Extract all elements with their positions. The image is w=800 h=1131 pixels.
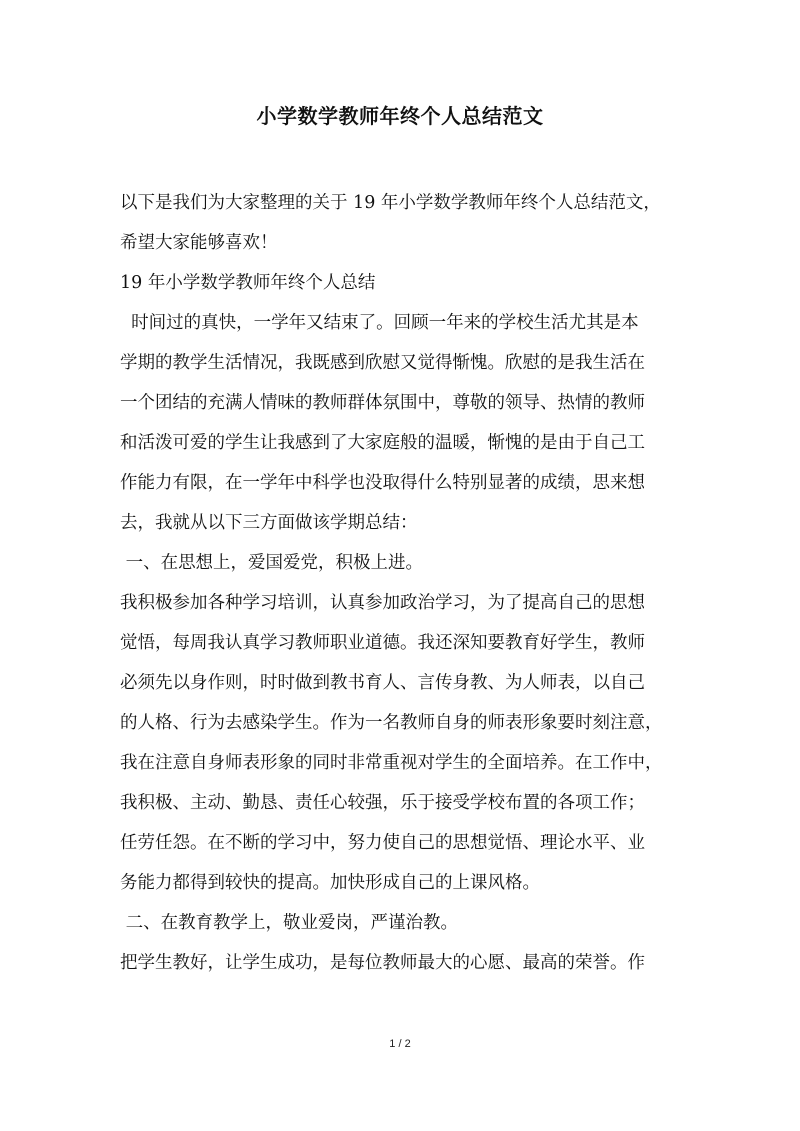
body-line: 我积极、主动、勤恳、责任心较强，乐于接受学校布置的各项工作； bbox=[120, 793, 645, 813]
body-line: 希望大家能够喜欢！ bbox=[120, 233, 278, 253]
document-title: 小学数学教师年终个人总结范文 bbox=[256, 104, 544, 128]
body-line: 觉悟，每周我认真学习教师职业道德。我还深知要教育好学生，教师 bbox=[120, 633, 645, 653]
document-body bbox=[120, 183, 680, 983]
section-heading: 二、在教育教学上，敬业爱岗，严谨治教。 bbox=[120, 913, 459, 933]
body-line: 我在注意自身师表形象的同时非常重视对学生的全面培养。在工作中， bbox=[120, 753, 663, 773]
section-heading: 19 年小学数学教师年终个人总结 bbox=[120, 273, 376, 293]
body-line: 作能力有限，在一学年中科学也没取得什么特别显著的成绩，思来想 bbox=[120, 473, 645, 493]
body-line: 学期的教学生活情况，我既感到欣慰又觉得惭愧。欣慰的是我生活在 bbox=[120, 353, 645, 373]
body-line: 我积极参加各种学习培训，认真参加政治学习，为了提高自己的思想 bbox=[120, 593, 645, 613]
body-line: 一个团结的充满人情味的教师群体氛围中，尊敬的领导、热情的教师 bbox=[120, 393, 645, 413]
body-line: 的人格、行为去感染学生。作为一名教师自身的师表形象要时刻注意， bbox=[120, 713, 663, 733]
body-line: 和活泼可爱的学生让我感到了大家庭般的温暖，惭愧的是由于自己工 bbox=[120, 433, 645, 453]
body-line: 把学生教好，让学生成功，是每位教师最大的心愿、最高的荣誉。作 bbox=[120, 953, 645, 973]
body-line: 任劳任怨。在不断的学习中，努力使自己的思想觉悟、理论水平、业 bbox=[120, 833, 645, 853]
body-line: 务能力都得到较快的提高。加快形成自己的上课风格。 bbox=[120, 873, 540, 893]
section-heading: 一、在思想上，爱国爱党，积极上进。 bbox=[120, 553, 424, 573]
body-line: 去，我就从以下三方面做该学期总结： bbox=[120, 513, 418, 533]
page-number: 1 / 2 bbox=[389, 1038, 411, 1050]
body-line: 必须先以身作则，时时做到教书育人、言传身教、为人师表，以自己 bbox=[120, 673, 645, 693]
body-line: 以下是我们为大家整理的关于 19 年小学数学教师年终个人总结范文， bbox=[120, 193, 661, 213]
body-line: 时间过的真快，一学年又结束了。回顾一年来的学校生活尤其是本 bbox=[120, 313, 639, 333]
